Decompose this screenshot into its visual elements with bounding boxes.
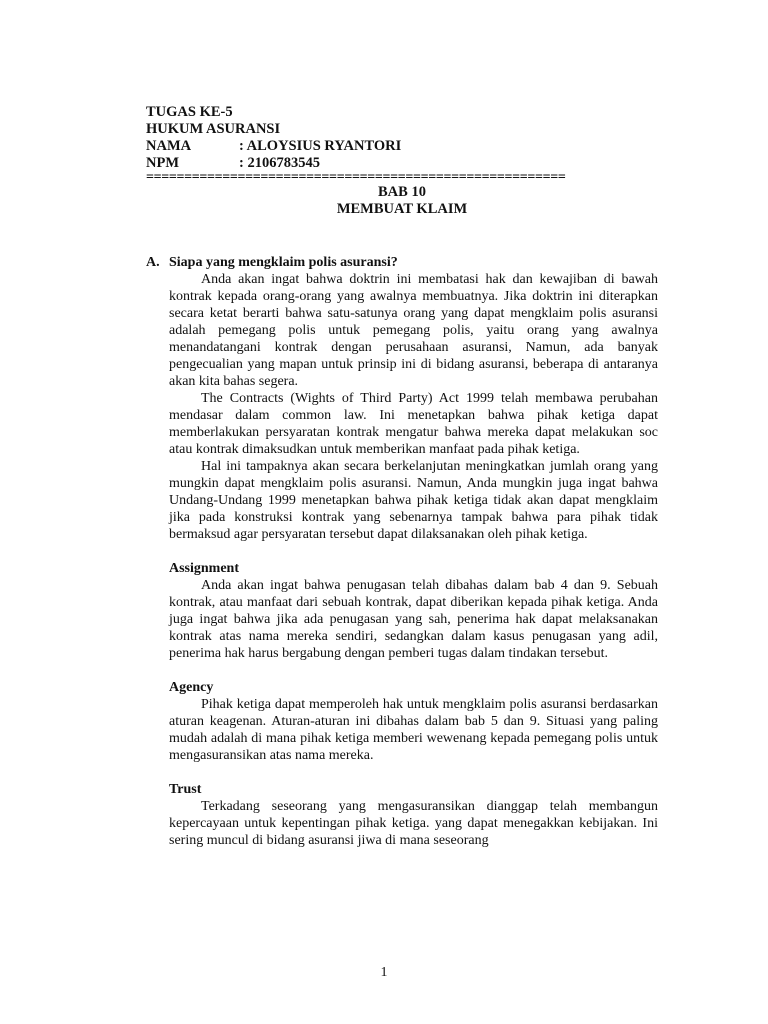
- section-a-content: [169, 271, 658, 849]
- document-header: [146, 104, 658, 218]
- section-a-paragraph: Hal ini tampaknya akan secara berkelanjutan meningkatkan jumlah orang yang mungkin dapat mengklaim polis asuransi. Namun, Anda mungkin juga ingat bahwa Undang-Undang 1999 menetapkan bahwa pihak ketiga tidak akan dapat mengklaim jika pada konstruksi kontrak yang sebenarnya tampak bahwa para pihak tidak bermaksud agar persyaratan tersebut dapat dilaksanakan oleh pihak ketiga.: [169, 459, 658, 542]
- name-value: : ALOYSIUS RYANTORI: [239, 138, 402, 154]
- trust-heading: Trust: [169, 782, 202, 797]
- trust-paragraph: Terkadang seseorang yang mengasuransikan dianggap telah membangun kepercayaan untuk kepentingan pihak ketiga. yang dapat menegakkan kebijakan. Ini sering muncul di bidang asuransi jiwa di mana seseorang: [169, 799, 658, 848]
- page-number: 1: [380, 965, 388, 980]
- npm-value: : 2106783545: [239, 155, 320, 171]
- name-label: NAMA: [146, 138, 192, 154]
- assignment-paragraph: Anda akan ingat bahwa penugasan telah dibahas dalam bab 4 dan 9. Sebuah kontrak, atau manfaat dari sebuah kontrak, dapat diberikan kepada pihak ketiga. Anda juga ingat bahwa jika ada penugasan yang sah, penerima hak dapat melaksanakan kontrak atas nama mereka sendiri, sedangkan dalam kasus penugasan yang adil, penerima hak harus bergabung dengan pemberi tugas dalam tindakan tersebut.: [169, 578, 658, 661]
- section-a-letter: A.: [146, 255, 160, 270]
- section-a-paragraph: Anda akan ingat bahwa doktrin ini membatasi hak dan kewajiban di bawah kontrak kepada orang-orang yang awalnya membuatnya. Jika doktrin ini diterapkan secara ketat berarti bahwa satu-satunya orang yang dapat mengklaim polis asuransi adalah pemegang polis untuk pemegang polis, yaitu orang yang awalnya menandatangani kontrak dengan perusahaan asuransi, Namun, ada banyak pengecualian yang mapan untuk prinsip ini di bidang asuransi, beberapa di antaranya akan kita bahas segera.: [169, 272, 658, 389]
- chapter-number: BAB 10: [378, 184, 426, 200]
- section-a-title: Siapa yang mengklaim polis asuransi?: [169, 255, 398, 270]
- npm-label: NPM: [146, 155, 180, 171]
- chapter-title: MEMBUAT KLAIM: [336, 201, 468, 217]
- separator-line: =======================================================: [146, 172, 566, 184]
- student-name-row: [146, 138, 658, 155]
- course-name: HUKUM ASURANSI: [146, 121, 281, 137]
- document-body: [146, 254, 658, 849]
- section-a-paragraph: The Contracts (Wights of Third Party) Act 1999 telah membawa perubahan mendasar dalam common law. Ini menetapkan bahwa pihak ketiga dapat memberlakukan persyaratan kontrak mengatur bahwa mereka dapat melakukan soc atau kontrak dimaksudkan untuk memberikan manfaat pada pihak ketiga.: [169, 391, 658, 457]
- student-id-row: [146, 155, 658, 172]
- assignment-title: TUGAS KE-5: [146, 104, 233, 120]
- assignment-heading: Assignment: [169, 561, 240, 576]
- section-a-heading: [146, 254, 658, 271]
- agency-paragraph: Pihak ketiga dapat memperoleh hak untuk mengklaim polis asuransi berdasarkan aturan keagenan. Aturan-aturan ini dibahas dalam bab 5 dan 9. Situasi yang paling mudah adalah di mana pihak ketiga memberi wewenang kepada pemegang polis untuk mengasuransikan atas nama mereka.: [169, 697, 658, 763]
- agency-heading: Agency: [169, 680, 214, 695]
